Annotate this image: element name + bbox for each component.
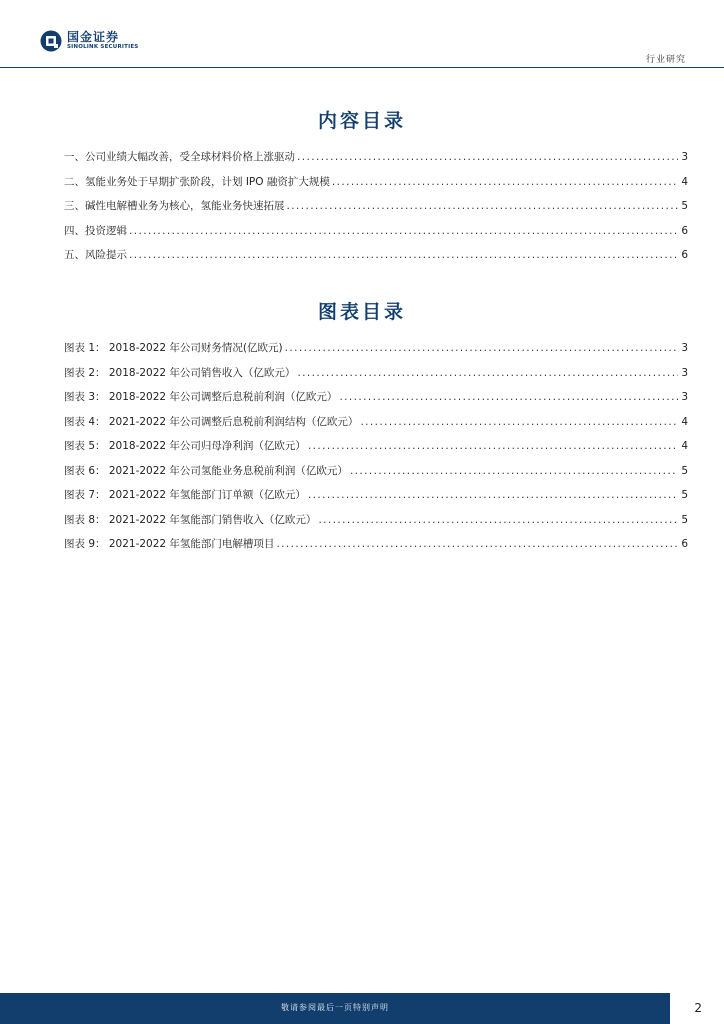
figures-title: 图表目录 bbox=[317, 301, 406, 323]
toc-entry-page: 3 bbox=[681, 151, 688, 163]
header-divider bbox=[0, 67, 724, 68]
toc-entry[interactable] bbox=[64, 223, 688, 248]
figure-entry[interactable] bbox=[64, 438, 688, 463]
dot-leader bbox=[339, 391, 678, 403]
figure-entry-label: 图表 1： 2018-2022 年公司财务情况(亿欧元) bbox=[64, 342, 283, 354]
toc-entry[interactable] bbox=[64, 198, 688, 223]
toc-entry-page: 5 bbox=[681, 200, 688, 212]
contents-list bbox=[64, 149, 688, 272]
figure-entry[interactable] bbox=[64, 414, 688, 439]
figure-entry[interactable] bbox=[64, 536, 688, 561]
figures-list bbox=[64, 340, 688, 561]
figure-entry[interactable] bbox=[64, 463, 688, 488]
dot-leader bbox=[308, 489, 678, 501]
toc-entry-label: 四、投资逻辑 bbox=[64, 224, 127, 237]
dot-leader bbox=[350, 465, 678, 477]
dot-leader bbox=[129, 249, 678, 261]
dot-leader bbox=[360, 416, 678, 428]
report-category: 行业研究 bbox=[645, 55, 686, 65]
figure-entry-page: 3 bbox=[681, 391, 688, 403]
toc-entry-label: 二、氢能业务处于早期扩张阶段，计划 IPO 融资扩大规模 bbox=[64, 175, 330, 188]
logo-name-cn: 国金证券 bbox=[67, 30, 120, 45]
figure-entry-page: 5 bbox=[681, 489, 688, 501]
page-number: 2 bbox=[694, 1001, 702, 1015]
sinolink-logo-icon bbox=[40, 30, 62, 52]
figure-entry-label: 图表 7： 2021-2022 年氢能部门订单额（亿欧元） bbox=[64, 489, 306, 501]
dot-leader bbox=[129, 225, 678, 237]
logo-name-en: SINOLINK SECURITIES bbox=[67, 44, 139, 51]
dot-leader bbox=[308, 440, 678, 452]
figure-entry-label: 图表 9： 2021-2022 年氢能部门电解槽项目 bbox=[64, 538, 275, 550]
figure-entry-page: 5 bbox=[681, 513, 688, 526]
dot-leader bbox=[297, 151, 678, 163]
toc-entry-page: 6 bbox=[681, 249, 688, 261]
dot-leader bbox=[318, 514, 678, 526]
dot-leader bbox=[276, 538, 678, 550]
dot-leader bbox=[285, 342, 678, 354]
figure-entry-page: 6 bbox=[681, 538, 688, 550]
figure-entry-page: 5 bbox=[681, 464, 688, 477]
toc-entry[interactable] bbox=[64, 174, 688, 199]
figure-entry-label: 图表 4： 2021-2022 年公司调整后息税前利润结构（亿欧元） bbox=[64, 415, 359, 428]
disclaimer-note: 敬请参阅最后一页特别声明 bbox=[281, 1003, 389, 1012]
figure-entry-label: 图表 8： 2021-2022 年氢能部门销售收入（亿欧元） bbox=[64, 513, 317, 526]
dot-leader bbox=[332, 176, 678, 188]
dot-leader bbox=[287, 200, 679, 212]
figure-entry[interactable] bbox=[64, 512, 688, 537]
figure-entry[interactable] bbox=[64, 487, 688, 512]
figure-entry[interactable] bbox=[64, 365, 688, 390]
toc-entry-label: 一、公司业绩大幅改善，受全球材料价格上涨驱动 bbox=[64, 151, 295, 163]
figure-entry-page: 4 bbox=[681, 415, 688, 428]
dot-leader bbox=[297, 367, 678, 379]
figure-entry-label: 图表 2： 2018-2022 年公司销售收入（亿欧元） bbox=[64, 366, 296, 379]
figure-entry-page: 3 bbox=[681, 342, 688, 354]
toc-entry[interactable] bbox=[64, 247, 688, 272]
figure-entry[interactable] bbox=[64, 340, 688, 365]
toc-entry-label: 三、碱性电解槽业务为核心，氢能业务快速拓展 bbox=[64, 200, 285, 212]
toc-entry-page: 4 bbox=[681, 175, 688, 188]
contents-title: 内容目录 bbox=[317, 110, 406, 132]
figure-entry[interactable] bbox=[64, 389, 688, 414]
company-logo bbox=[40, 30, 138, 52]
page-header bbox=[0, 0, 724, 70]
figure-entry-page: 4 bbox=[681, 440, 688, 452]
figure-entry-label: 图表 3： 2018-2022 年公司调整后息税前利润（亿欧元） bbox=[64, 391, 338, 403]
figure-entry-label: 图表 5： 2018-2022 年公司归母净利润（亿欧元） bbox=[64, 440, 306, 452]
toc-entry[interactable] bbox=[64, 149, 688, 174]
page-footer bbox=[0, 993, 724, 1024]
figure-entry-label: 图表 6： 2021-2022 年公司氢能业务息税前利润（亿欧元） bbox=[64, 464, 348, 477]
figure-entry-page: 3 bbox=[681, 366, 688, 379]
toc-entry-label: 五、风险提示 bbox=[64, 249, 127, 261]
toc-entry-page: 6 bbox=[681, 224, 688, 237]
